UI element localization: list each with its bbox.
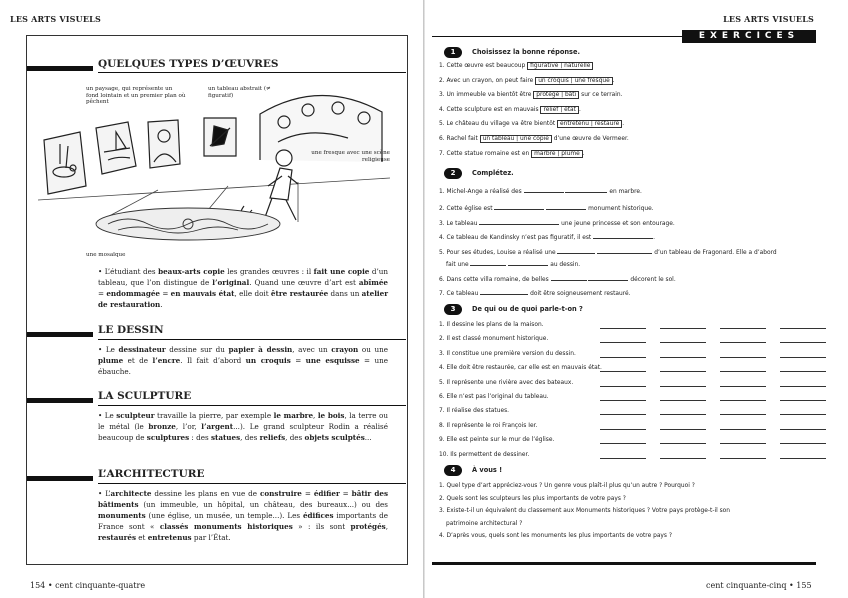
section-rule bbox=[98, 339, 406, 340]
exercise-number-badge: 3 bbox=[444, 304, 462, 315]
fill-in-blank[interactable] bbox=[597, 247, 652, 254]
paragraph-text: d’un tableau, que l’on distingue de bbox=[98, 267, 389, 287]
answer-line[interactable] bbox=[600, 429, 646, 430]
answer-line[interactable] bbox=[660, 371, 706, 372]
exercise-item: 1. Cette œuvre est beaucoup figurative | naturelle bbox=[439, 63, 819, 70]
paragraph-text: • Le bbox=[98, 345, 119, 354]
paragraph-text: ... bbox=[364, 433, 372, 442]
answer-line[interactable] bbox=[780, 328, 826, 329]
banner-rule bbox=[432, 36, 682, 37]
answer-line[interactable] bbox=[720, 371, 766, 372]
answer-lines bbox=[580, 380, 816, 386]
answer-line[interactable] bbox=[720, 342, 766, 343]
paragraph-text: dans un bbox=[328, 289, 362, 298]
answer-lines bbox=[580, 394, 816, 400]
answer-choice-box[interactable]: un croquis | une fresque bbox=[535, 77, 613, 85]
vocab-term: en mauvais état bbox=[170, 289, 235, 298]
paragraph-text: les grandes œuvres : il bbox=[224, 267, 314, 276]
paragraph-text: • L’étudiant des bbox=[98, 267, 159, 276]
answer-line[interactable] bbox=[780, 414, 826, 415]
answer-choice-box[interactable]: marbre | plume bbox=[531, 150, 583, 158]
paragraph-text: ou une bbox=[358, 345, 388, 354]
answer-line[interactable] bbox=[720, 357, 766, 358]
answer-choice-box[interactable]: figurative | naturelle bbox=[527, 62, 593, 70]
vocab-term: architecte bbox=[110, 489, 152, 498]
running-head-right: LES ARTS VISUELS bbox=[723, 14, 814, 24]
answer-line[interactable] bbox=[600, 400, 646, 401]
answer-line[interactable] bbox=[720, 400, 766, 401]
caption-abstrait: un tableau abstrait (≠ figuratif) bbox=[208, 86, 271, 99]
abstract-painting bbox=[204, 118, 236, 156]
fill-in-blank[interactable] bbox=[565, 186, 607, 193]
paragraph-text: . Il fait d’abord bbox=[180, 356, 246, 365]
exercise-item: 6. Elle n’est pas l’original du tableau. bbox=[439, 394, 549, 400]
vocab-term: le bois bbox=[317, 411, 345, 420]
fill-in-blank[interactable] bbox=[524, 186, 564, 193]
exercise-item: 1. Quel type d’art appréciez-vous ? Un genre vous plaît-il plus qu’un autre ? Pourquoi ? bbox=[439, 483, 695, 489]
answer-line[interactable] bbox=[660, 429, 706, 430]
exercise-number-badge: 2 bbox=[444, 168, 462, 179]
mosaic bbox=[96, 208, 280, 240]
fill-in-blank[interactable] bbox=[479, 218, 559, 225]
vocab-term: bronze bbox=[148, 422, 176, 431]
paragraph-architecture bbox=[98, 488, 388, 543]
fill-in-blank[interactable] bbox=[593, 232, 653, 239]
vocab-term: beaux-arts copie bbox=[158, 267, 225, 276]
exercise-item: 2. Avec un crayon, on peut faire un croquis | une fresque . bbox=[439, 77, 615, 84]
vocab-term: le marbre bbox=[273, 411, 314, 420]
answer-line[interactable] bbox=[600, 328, 646, 329]
vocab-term: atelier de restauration bbox=[98, 289, 389, 309]
exercise-item: 4. Elle doit être restaurée, car elle est en mauvais état. bbox=[439, 365, 602, 372]
exercise-number-badge: 4 bbox=[444, 465, 462, 476]
section-bar bbox=[27, 476, 93, 481]
answer-lines bbox=[580, 322, 816, 328]
exercise-item: 4. Cette sculpture est en mauvais relief | état . bbox=[439, 106, 581, 113]
answer-line[interactable] bbox=[780, 371, 826, 372]
section-title-types: QUELQUES TYPES D’ŒUVRES bbox=[98, 58, 279, 70]
vocab-term: reliefs bbox=[259, 433, 286, 442]
exercise-item: 6. Dans cette villa romaine, de belles décorent le sol. bbox=[439, 274, 819, 284]
vocab-term: plume bbox=[98, 356, 124, 365]
paragraph-text: = bbox=[98, 289, 107, 298]
paragraph-text: : des bbox=[189, 433, 211, 442]
paragraph-text: , des bbox=[240, 433, 260, 442]
paragraph-text: • L’ bbox=[98, 489, 111, 498]
paragraph-text: , avec un bbox=[292, 345, 332, 354]
answer-line[interactable] bbox=[780, 386, 826, 387]
answer-line[interactable] bbox=[660, 386, 706, 387]
vocab-term: un croquis bbox=[245, 356, 291, 365]
paragraph-text: . bbox=[160, 300, 163, 309]
paragraph-text: = bbox=[160, 289, 171, 298]
paragraph-sculpture bbox=[98, 410, 388, 443]
answer-line[interactable] bbox=[600, 443, 646, 444]
answer-line[interactable] bbox=[600, 458, 646, 459]
vocab-term: papier à dessin bbox=[228, 345, 293, 354]
paragraph-text: = bbox=[290, 356, 306, 365]
exercise-item: 4. D’après vous, quels sont les monuments les plus importants de votre pays ? bbox=[439, 533, 672, 540]
answer-lines bbox=[580, 408, 816, 414]
paragraph-text: (une église, un musée, un temple...). Les bbox=[145, 511, 303, 520]
exercise-title: De qui ou de quoi parle-t-on ? bbox=[472, 305, 583, 313]
answer-line[interactable] bbox=[780, 342, 826, 343]
section-title-architecture: L’ARCHITECTURE bbox=[98, 468, 205, 480]
vocab-term: l’encre bbox=[152, 356, 181, 365]
exercise-item: 2. Quels sont les sculpteurs les plus importants de votre pays ? bbox=[439, 495, 626, 502]
answer-line[interactable] bbox=[720, 386, 766, 387]
folio-left: 154 • cent cinquante-quatre bbox=[30, 581, 146, 590]
exercise-item: 7. Cette statue romaine est en marbre | plume . bbox=[439, 150, 585, 157]
fill-in-blank[interactable] bbox=[480, 288, 528, 295]
vocab-term: dessinateur bbox=[118, 345, 166, 354]
portrait-painting bbox=[148, 120, 180, 168]
answer-line[interactable] bbox=[660, 400, 706, 401]
vocab-term: protégés bbox=[350, 522, 386, 531]
exercise-title: À vous ! bbox=[472, 466, 503, 474]
exercise-item: 10. Ils permettent de dessiner. bbox=[439, 451, 530, 458]
answer-line[interactable] bbox=[600, 371, 646, 372]
vocab-term: fait une copie bbox=[313, 267, 370, 276]
exercise-title: Choisissez la bonne réponse. bbox=[472, 48, 580, 56]
vocab-term: bâtir des bâtiments bbox=[98, 489, 389, 509]
exercise-item: 5. Le château du village va être bientôt entretenu | restauré . bbox=[439, 121, 625, 128]
paragraph-text: = bbox=[301, 489, 314, 498]
exercise-item: 6. Rachel fait un tableau | une copie d’une œuvre de Vermeer. bbox=[439, 136, 629, 142]
bottom-rule bbox=[432, 562, 816, 565]
exercise-item: 5. Il représente une rivière avec des bateaux. bbox=[439, 379, 574, 386]
answer-line[interactable] bbox=[780, 429, 826, 430]
exercise-item: 4. Ce tableau de Kandinsky n’est pas figuratif, il est . bbox=[439, 232, 819, 242]
paragraph-text: et de bbox=[123, 356, 153, 365]
exercise-item: 3. Existe-t-il un équivalent du classement aux Monuments historiques ? Votre pays protège-t-il son bbox=[439, 508, 731, 515]
paragraph-text: ...). Le grand sculpteur Rodin a réalisé beaucoup de bbox=[98, 422, 388, 442]
answer-line[interactable] bbox=[720, 429, 766, 430]
answer-line[interactable] bbox=[720, 414, 766, 415]
caption-mosaique: une mosaïque bbox=[86, 252, 126, 258]
exercise-item: 3. Il constitue une première version du dessin. bbox=[439, 350, 576, 357]
vocab-term: être restaurée bbox=[270, 289, 329, 298]
paragraph-text: = une ébauche. bbox=[98, 356, 389, 376]
section-bar bbox=[27, 398, 93, 403]
fill-in-blank[interactable] bbox=[546, 203, 586, 210]
fill-in-blank[interactable] bbox=[588, 274, 628, 281]
answer-choice-box[interactable]: un tableau | une copie bbox=[480, 135, 552, 143]
paragraph-text: » : ils sont bbox=[292, 522, 351, 531]
paragraph-text: (un immeuble, un hôpital, un château, des bureaux...) ou des bbox=[138, 500, 388, 509]
exercise-number-badge: 1 bbox=[444, 47, 462, 58]
exercise-item: 1. Il dessine les plans de la maison. bbox=[439, 322, 544, 328]
paragraph-text: par l’État. bbox=[191, 533, 231, 542]
vocab-term: monuments bbox=[98, 511, 146, 520]
answer-line[interactable] bbox=[660, 342, 706, 343]
still-life-painting bbox=[44, 132, 86, 194]
section-rule bbox=[98, 72, 406, 73]
paragraph-text: dessine les plans en vue de bbox=[151, 489, 260, 498]
section-title-sculpture: LA SCULPTURE bbox=[98, 390, 192, 402]
fill-in-blank[interactable] bbox=[508, 259, 548, 266]
vocab-term: crayon bbox=[331, 345, 359, 354]
answer-line[interactable] bbox=[660, 357, 706, 358]
exercise-item: 1. Michel-Ange a réalisé des en marbre. bbox=[439, 186, 819, 196]
vocab-term: une esquisse bbox=[305, 356, 360, 365]
visitor-figure bbox=[240, 150, 298, 222]
answer-lines bbox=[580, 423, 816, 429]
paragraph-text: , la terre ou le métal (le bbox=[98, 411, 388, 431]
fill-in-blank[interactable] bbox=[470, 259, 506, 266]
paragraph-text: importants de France sont « bbox=[98, 511, 388, 531]
paragraph-types bbox=[98, 266, 388, 310]
answer-choice-box[interactable]: relief | état bbox=[540, 106, 578, 114]
vocab-term: l’original bbox=[212, 278, 250, 287]
paragraph-text: , elle doit bbox=[234, 289, 271, 298]
exercise-item: 2. Il est classé monument historique. bbox=[439, 336, 549, 343]
answer-line[interactable] bbox=[780, 400, 826, 401]
paragraph-text: , bbox=[385, 522, 388, 531]
exercise-item: 9. Elle est peinte sur le mur de l’église. bbox=[439, 437, 555, 444]
fill-in-blank[interactable] bbox=[551, 274, 587, 281]
answer-lines bbox=[580, 351, 816, 357]
vocab-term: classés monuments historiques bbox=[159, 522, 293, 531]
exercise-item: 5. Pour ses études, Louise a réalisé une d’un tableau de Fragonard. Elle a d’abord bbox=[439, 247, 819, 257]
vocab-term: construire bbox=[260, 489, 302, 498]
exercise-item: 3. Le tableau une jeune princesse et son entourage. bbox=[439, 218, 819, 228]
answer-lines bbox=[580, 452, 816, 458]
vocab-term: statues bbox=[210, 433, 241, 442]
answer-line[interactable] bbox=[780, 443, 826, 444]
answer-line[interactable] bbox=[600, 342, 646, 343]
paragraph-text: , bbox=[313, 411, 318, 420]
section-bar bbox=[27, 66, 93, 71]
paragraph-text: dessine sur du bbox=[165, 345, 229, 354]
section-bar bbox=[27, 332, 93, 337]
answer-line[interactable] bbox=[600, 357, 646, 358]
answer-lines bbox=[580, 437, 816, 443]
fill-in-blank[interactable] bbox=[557, 247, 595, 254]
exercise-item: 7. Ce tableau doit être soigneusement restauré. bbox=[439, 288, 819, 298]
caption-fresque: une fresque avec une scène religieuse bbox=[311, 150, 390, 163]
vocab-term: sculptures bbox=[146, 433, 190, 442]
exercise-item: 3. Un immeuble va bientôt être protégé | bâti sur ce terrain. bbox=[439, 92, 623, 99]
exercise-item: 7. Il réalise des statues. bbox=[439, 408, 510, 415]
paragraph-text: = bbox=[339, 489, 352, 498]
exercise-item: patrimoine architectural ? bbox=[446, 520, 523, 527]
answer-line[interactable] bbox=[600, 414, 646, 415]
vocab-term: entretenus bbox=[147, 533, 192, 542]
paragraph-text: travaille la pierre, par exemple bbox=[154, 411, 274, 420]
answer-line[interactable] bbox=[660, 443, 706, 444]
artworks-illustration bbox=[38, 82, 390, 262]
section-title-dessin: LE DESSIN bbox=[98, 324, 164, 336]
answer-line[interactable] bbox=[600, 386, 646, 387]
running-head-left: LES ARTS VISUELS bbox=[10, 14, 101, 24]
boat-painting bbox=[96, 122, 136, 174]
paragraph-text: . Quand une œuvre d’art est bbox=[249, 278, 359, 287]
exercise-title: Complétez. bbox=[472, 169, 514, 177]
answer-line[interactable] bbox=[660, 414, 706, 415]
answer-line[interactable] bbox=[720, 443, 766, 444]
answer-choice-box[interactable]: protégé | bâti bbox=[533, 91, 579, 99]
exercise-item: fait une au dessin. bbox=[446, 259, 826, 269]
answer-line[interactable] bbox=[780, 357, 826, 358]
fill-in-blank[interactable] bbox=[494, 203, 544, 210]
banner-label: EXERCICES bbox=[682, 30, 816, 43]
paragraph-text: • Le bbox=[98, 411, 117, 420]
caption-paysage: un paysage, qui représente un fond lointain et un premier plan où pêchent bbox=[86, 86, 186, 105]
answer-line[interactable] bbox=[720, 458, 766, 459]
paragraph-dessin bbox=[98, 344, 388, 377]
folio-right: cent cinquante-cinq • 155 bbox=[706, 581, 812, 590]
section-rule bbox=[98, 405, 406, 406]
vocab-term: édifier bbox=[313, 489, 340, 498]
vocab-term: endommagée bbox=[106, 289, 161, 298]
section-rule bbox=[98, 483, 406, 484]
answer-line[interactable] bbox=[780, 458, 826, 459]
vocab-term: l’argent bbox=[201, 422, 234, 431]
answer-lines bbox=[580, 336, 816, 342]
answer-line[interactable] bbox=[720, 328, 766, 329]
exercise-item: 8. Il représente le roi François Ier. bbox=[439, 422, 538, 429]
vocab-term: objets sculptés bbox=[304, 433, 365, 442]
exercise-item: 2. Cette église est monument historique. bbox=[439, 203, 819, 213]
answer-choice-box[interactable]: entretenu | restauré bbox=[557, 120, 622, 128]
vocab-term: abîmée bbox=[358, 278, 388, 287]
answer-lines bbox=[580, 365, 816, 371]
vocab-term: restaurés bbox=[98, 533, 137, 542]
paragraph-text: , l’or, bbox=[175, 422, 202, 431]
vocab-term: sculpteur bbox=[116, 411, 155, 420]
paragraph-text: , des bbox=[285, 433, 305, 442]
paragraph-text: et bbox=[136, 533, 148, 542]
answer-line[interactable] bbox=[660, 328, 706, 329]
answer-line[interactable] bbox=[660, 458, 706, 459]
exercises-banner bbox=[432, 30, 816, 43]
vocab-term: édifices bbox=[302, 511, 334, 520]
